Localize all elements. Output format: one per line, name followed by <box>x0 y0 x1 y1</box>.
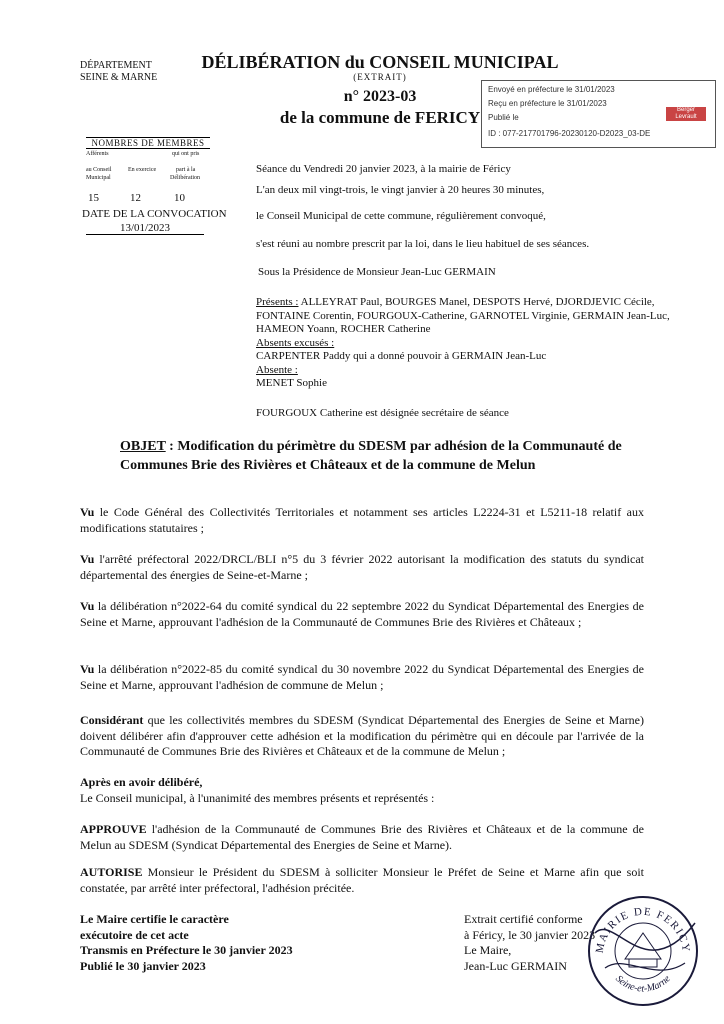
cert-line-3: Transmis en Préfecture le 30 janvier 2023 <box>80 943 293 957</box>
vu-1-keyword: Vu <box>80 505 95 519</box>
stamp-id: ID : 077-217701796-20230120-D2023_03-DE <box>488 129 651 138</box>
paragraph-autorise <box>80 865 644 896</box>
count-votants: 10 <box>174 192 185 204</box>
department-region: SEINE & MARNE <box>80 72 158 83</box>
seance-time: L'an deux mil vingt-trois, le vingt janvier à 20 heures 30 minutes, <box>256 184 545 196</box>
commune-name: de la commune de FERICY <box>279 108 481 127</box>
deliberation-number: n° 2023-03 <box>343 88 417 105</box>
document-title: DÉLIBÉRATION du CONSEIL MUNICIPAL <box>201 52 559 72</box>
ext-line-2: à Féricy, le 30 janvier 2023 <box>464 927 596 942</box>
considerant-keyword: Considérant <box>80 713 144 727</box>
extrait-certifie <box>464 912 595 974</box>
paragraph-approuve <box>80 822 644 853</box>
prefecture-stamp <box>481 80 716 148</box>
apres-keyword: Après en avoir délibéré, <box>80 775 203 789</box>
members-columns <box>86 149 210 179</box>
vu-3-keyword: Vu <box>80 599 95 613</box>
col-part-a-la: part à la <box>176 167 196 173</box>
objet-label: OBJET <box>120 439 166 454</box>
seal-bottom-text: Seine-et-Marne <box>613 973 673 995</box>
stamp-recu: Reçu en préfecture le 31/01/2023 <box>488 99 607 108</box>
absente-name: MENET Sophie <box>256 377 327 389</box>
mairie-seal-icon <box>585 893 701 1009</box>
vu-4-text: la délibération n°2022-85 du comité syndical du 30 novembre 2022 du Syndicat Départemental des Energies de Seine et Marne, approuvant l'adhésion de commune de Melun ; <box>80 662 644 692</box>
members-count-box <box>86 137 210 179</box>
col-au-conseil: au Conseil <box>86 167 112 173</box>
attendance-block <box>256 296 676 391</box>
seance-lieu: s'est réuni au nombre prescrit par la loi, dans le lieu habituel de ses séances. <box>256 238 590 250</box>
paragraph-apres <box>80 775 644 806</box>
presents-names: ALLEYRAT Paul, BOURGES Manel, DESPOTS Hervé, DJORDJEVIC Cécile, FONTAINE Corentin, FOURGOUX-Catherine, GARNOTEL Virginie, GERMAIN Jean-Luc, HAMEON Yoann, ROCHER Catherine <box>256 296 670 335</box>
col-deliberation: Délibération <box>170 175 200 181</box>
ext-line-3: Le Maire, <box>464 943 512 957</box>
col-municipal: Municipal <box>86 175 111 181</box>
paragraph-vu-4 <box>80 662 644 693</box>
secretaire-line: FOURGOUX Catherine est désignée secrétaire de séance <box>256 407 509 419</box>
members-numbers <box>88 192 218 206</box>
cert-line-4: Publié le 30 janvier 2023 <box>80 958 206 973</box>
approuve-keyword: APPROUVE <box>80 822 147 836</box>
excuses-names: CARPENTER Paddy qui a donné pouvoir à GERMAIN Jean-Luc <box>256 350 547 362</box>
vu-2-keyword: Vu <box>80 552 95 566</box>
maire-certification <box>80 912 293 974</box>
department-name: DÉPARTEMENT <box>80 60 152 71</box>
col-qui-ont-pris: qui ont pris <box>172 151 200 157</box>
extrait-label: (EXTRAIT) <box>353 72 407 82</box>
presents-label: Présents : <box>256 296 299 308</box>
paragraph-considerant <box>80 713 644 760</box>
autorise-text: Monsieur le Président du SDESM à solliciter Monsieur le Préfet de Seine et Marne afin que soit constatée, par arrêté inter préfectoral, l'adhésion précitée. <box>80 865 644 895</box>
paragraph-vu-3 <box>80 599 644 630</box>
absente-label: Absente : <box>256 363 298 376</box>
seance-presidence: Sous la Présidence de Monsieur Jean-Luc GERMAIN <box>258 266 496 278</box>
ext-line-1: Extrait certifié conforme <box>464 912 583 926</box>
apres-text: Le Conseil municipal, à l'unanimité des membres présents et représentés : <box>80 790 435 805</box>
cert-line-1: Le Maire certifie le caractère <box>80 912 229 926</box>
seance-convocation: le Conseil Municipal de cette commune, régulièrement convoqué, <box>256 210 546 222</box>
department-label <box>80 60 157 84</box>
paragraph-vu-2 <box>80 552 644 583</box>
seal-top-text: MAIRIE DE FERICY <box>593 905 693 955</box>
objet-heading <box>120 437 660 475</box>
approuve-text: l'adhésion de la Communauté de Communes Brie des Rivières et Châteaux et de la commune de Melun au SDESM (Syndicat Départemental des Energies de Seine et Marne). <box>80 822 644 852</box>
convocation-date: 13/01/2023 <box>86 222 204 235</box>
cert-line-2: exécutoire de cet acte <box>80 927 189 942</box>
excuses-label: Absents excusés : <box>256 336 335 349</box>
vu-2-text: l'arrêté préfectoral 2022/DRCL/BLI n°5 du 3 février 2022 autorisant la modification des statuts du syndicat départemental des énergies de Seine-et-Marne ; <box>80 552 644 582</box>
stamp-envoye: Envoyé en préfecture le 31/01/2023 <box>488 85 615 94</box>
vu-3-text: la délibération n°2022-64 du comité syndical du 22 septembre 2022 du Syndicat Départemental des Energies de Seine et Marne, approuvant l'adhésion de la Communauté de Communes Brie des Rivières et Châteaux ; <box>80 599 644 629</box>
autorise-keyword: AUTORISE <box>80 865 143 879</box>
count-en-exercice: 12 <box>130 192 141 204</box>
paragraph-vu-1 <box>80 505 644 536</box>
col-en-exercice: En exercice <box>128 167 157 173</box>
vu-4-keyword: Vu <box>80 662 95 676</box>
svg-text:Seine-et-Marne <box>613 973 673 995</box>
objet-text: : Modification du périmètre du SDESM par adhésion de la Communauté de Communes Brie des Rivières et Châteaux et de la commune de Melun <box>120 439 622 473</box>
ext-line-4: Jean-Luc GERMAIN <box>464 958 567 973</box>
members-title: NOMBRES DE MEMBRES <box>86 137 210 149</box>
col-afferents: Afférents <box>86 151 109 157</box>
presents-list <box>256 296 676 337</box>
convocation-label: DATE DE LA CONVOCATION <box>82 208 227 220</box>
seance-date: Séance du Vendredi 20 janvier 2023, à la mairie de Féricy <box>256 163 511 175</box>
count-afferents: 15 <box>88 192 99 204</box>
vu-1-text: le Code Général des Collectivités Territoriales et notamment ses articles L2224-31 et L5211-18 relatif aux modifications statutaires ; <box>80 505 644 535</box>
berger-levrault-logo: Berger Levrault <box>666 107 706 121</box>
stamp-publie: Publié le <box>488 113 519 122</box>
considerant-text: que les collectivités membres du SDESM (Syndicat Départemental des Energies de Seine et Marne) doivent délibérer afin d'approuver cette adhésion et la modification du périmètre qui en découle par l'arrivée de la Communauté de Communes Brie des Rivières et Châteaux et de la commune de Melun ; <box>80 713 644 758</box>
